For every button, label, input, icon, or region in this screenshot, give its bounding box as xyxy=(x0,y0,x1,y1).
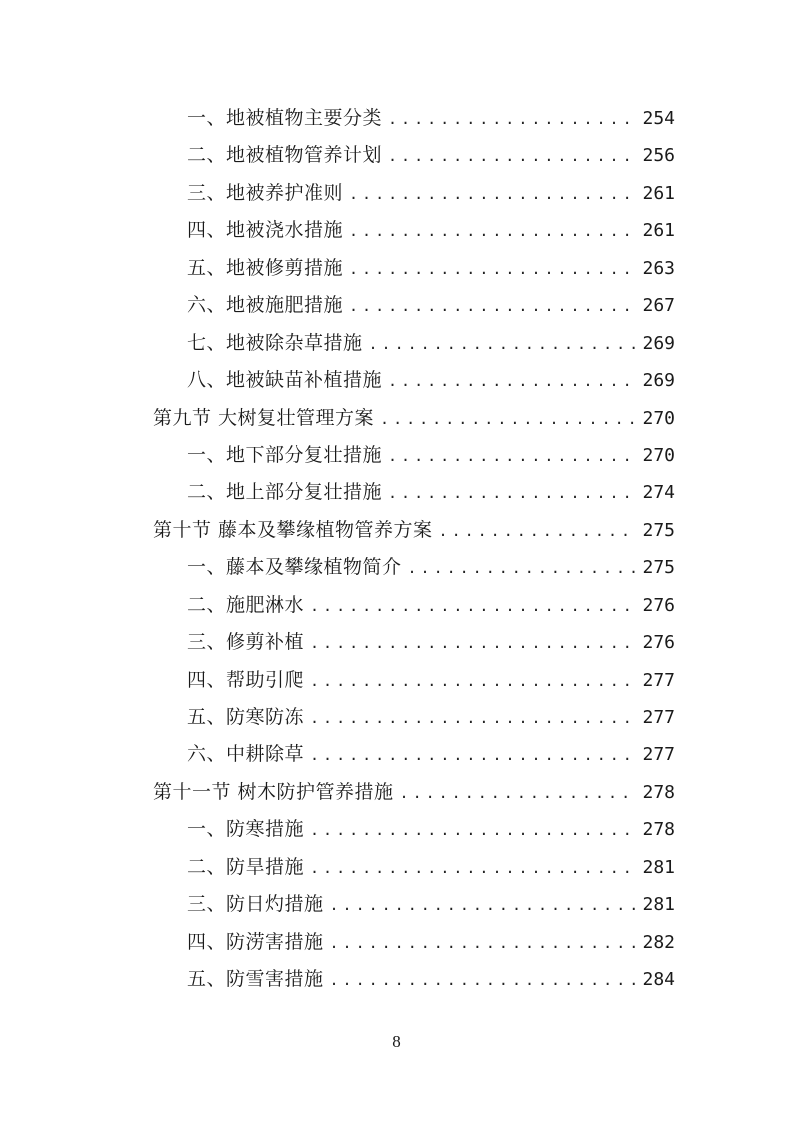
toc-entry-page-number: 256 xyxy=(642,145,675,167)
toc-entry-title: 五、防雪害措施 xyxy=(187,968,324,991)
toc-entry-title: 三、地被养护准则 xyxy=(187,181,344,204)
toc-dot-leader xyxy=(439,513,635,550)
toc-entry-title: 第十一节 树木防护管养措施 xyxy=(153,780,394,803)
toc-dot-leader xyxy=(330,925,635,962)
toc-dot-leader xyxy=(330,962,635,999)
toc-entry-title: 七、地被除杂草措施 xyxy=(187,331,363,354)
toc-subsection-entry[interactable] xyxy=(0,549,793,586)
toc-section-entry[interactable] xyxy=(0,774,793,811)
toc-entry-title: 一、地下部分复壮措施 xyxy=(187,443,383,466)
toc-dot-leader xyxy=(349,176,635,213)
toc-entry-page-number: 276 xyxy=(642,594,675,616)
toc-dot-leader xyxy=(310,700,635,737)
toc-entry-page-number: 270 xyxy=(642,444,675,466)
toc-entry-title: 五、地被修剪措施 xyxy=(187,256,344,279)
toc-entry-page-number: 254 xyxy=(642,108,675,129)
toc-subsection-entry[interactable] xyxy=(0,287,793,324)
toc-subsection-entry[interactable] xyxy=(0,325,793,362)
toc-dot-leader xyxy=(310,588,635,625)
toc-dot-leader xyxy=(310,850,635,887)
toc-dot-leader xyxy=(349,288,635,325)
toc-subsection-entry[interactable] xyxy=(0,362,793,399)
toc-subsection-entry[interactable] xyxy=(0,662,793,699)
toc-subsection-entry[interactable] xyxy=(0,924,793,961)
toc-dot-leader xyxy=(310,625,635,662)
toc-subsection-entry[interactable] xyxy=(0,100,793,137)
toc-entry-page-number: 269 xyxy=(642,370,675,392)
toc-subsection-entry[interactable] xyxy=(0,212,793,249)
toc-entry-page-number: 275 xyxy=(642,519,675,541)
toc-dot-leader xyxy=(388,101,635,138)
toc-entry-page-number: 281 xyxy=(642,856,675,878)
toc-entry-page-number: 277 xyxy=(642,669,675,691)
toc-subsection-entry[interactable] xyxy=(0,250,793,287)
toc-entry-title: 二、地被植物管养计划 xyxy=(187,144,383,167)
toc-entry-title: 第九节 大树复壮管理方案 xyxy=(153,406,375,429)
toc-entry-page-number: 263 xyxy=(642,257,675,279)
toc-entry-title: 六、地被施肥措施 xyxy=(187,294,344,317)
toc-entry-title: 二、地上部分复壮措施 xyxy=(187,481,383,504)
toc-entry-title: 一、防寒措施 xyxy=(187,818,305,841)
toc-dot-leader xyxy=(408,550,635,587)
toc-entry-page-number: 281 xyxy=(642,894,675,916)
toc-entry-page-number: 275 xyxy=(642,557,675,579)
toc-entry-title: 三、修剪补植 xyxy=(187,631,305,654)
table-of-contents xyxy=(0,100,793,999)
toc-subsection-entry[interactable] xyxy=(0,137,793,174)
toc-subsection-entry[interactable] xyxy=(0,849,793,886)
toc-entry-title: 六、中耕除草 xyxy=(187,743,305,766)
toc-entry-title: 四、地被浇水措施 xyxy=(187,219,344,242)
toc-subsection-entry[interactable] xyxy=(0,699,793,736)
toc-entry-page-number: 270 xyxy=(642,407,675,429)
toc-section-entry[interactable] xyxy=(0,400,793,437)
toc-entry-page-number: 277 xyxy=(642,707,675,728)
toc-entry-title: 三、防日灼措施 xyxy=(187,893,324,916)
toc-entry-title: 第十节 藤本及攀缘植物管养方案 xyxy=(153,518,433,541)
toc-entry-page-number: 276 xyxy=(642,632,675,654)
toc-dot-leader xyxy=(349,213,635,250)
toc-entry-title: 四、帮助引爬 xyxy=(187,668,305,691)
toc-dot-leader xyxy=(369,326,635,363)
toc-dot-leader xyxy=(310,663,635,700)
toc-subsection-entry[interactable] xyxy=(0,624,793,661)
toc-section-entry[interactable] xyxy=(0,512,793,549)
toc-dot-leader xyxy=(349,251,635,288)
toc-subsection-entry[interactable] xyxy=(0,811,793,848)
toc-entry-title: 五、防寒防冻 xyxy=(187,706,305,728)
toc-subsection-entry[interactable] xyxy=(0,437,793,474)
toc-dot-leader xyxy=(388,363,635,400)
toc-subsection-entry[interactable] xyxy=(0,886,793,923)
toc-dot-leader xyxy=(380,401,635,438)
toc-entry-page-number: 267 xyxy=(642,295,675,317)
toc-subsection-entry[interactable] xyxy=(0,961,793,998)
toc-subsection-entry[interactable] xyxy=(0,587,793,624)
toc-dot-leader xyxy=(388,138,635,175)
toc-entry-title: 八、地被缺苗补植措施 xyxy=(187,369,383,392)
page-number: 8 xyxy=(392,1032,401,1051)
toc-subsection-entry[interactable] xyxy=(0,474,793,511)
toc-entry-title: 四、防涝害措施 xyxy=(187,930,324,953)
toc-entry-page-number: 261 xyxy=(642,220,675,242)
toc-entry-page-number: 277 xyxy=(642,744,675,766)
toc-entry-title: 一、地被植物主要分类 xyxy=(187,107,383,129)
toc-dot-leader xyxy=(310,812,635,849)
toc-entry-page-number: 269 xyxy=(642,332,675,354)
toc-entry-page-number: 284 xyxy=(642,969,675,991)
toc-entry-page-number: 278 xyxy=(642,781,675,803)
toc-entry-page-number: 282 xyxy=(642,931,675,953)
toc-dot-leader xyxy=(310,737,635,774)
toc-entry-page-number: 274 xyxy=(642,482,675,504)
toc-dot-leader xyxy=(330,887,635,924)
toc-entry-page-number: 278 xyxy=(642,819,675,841)
toc-entry-title: 二、防旱措施 xyxy=(187,855,305,878)
toc-entry-title: 二、施肥淋水 xyxy=(187,593,305,616)
toc-subsection-entry[interactable] xyxy=(0,175,793,212)
toc-entry-title: 一、藤本及攀缘植物简介 xyxy=(187,556,402,579)
toc-entry-page-number: 261 xyxy=(642,182,675,204)
toc-dot-leader xyxy=(388,475,635,512)
toc-subsection-entry[interactable] xyxy=(0,736,793,773)
toc-dot-leader xyxy=(400,775,635,812)
toc-dot-leader xyxy=(388,438,635,475)
